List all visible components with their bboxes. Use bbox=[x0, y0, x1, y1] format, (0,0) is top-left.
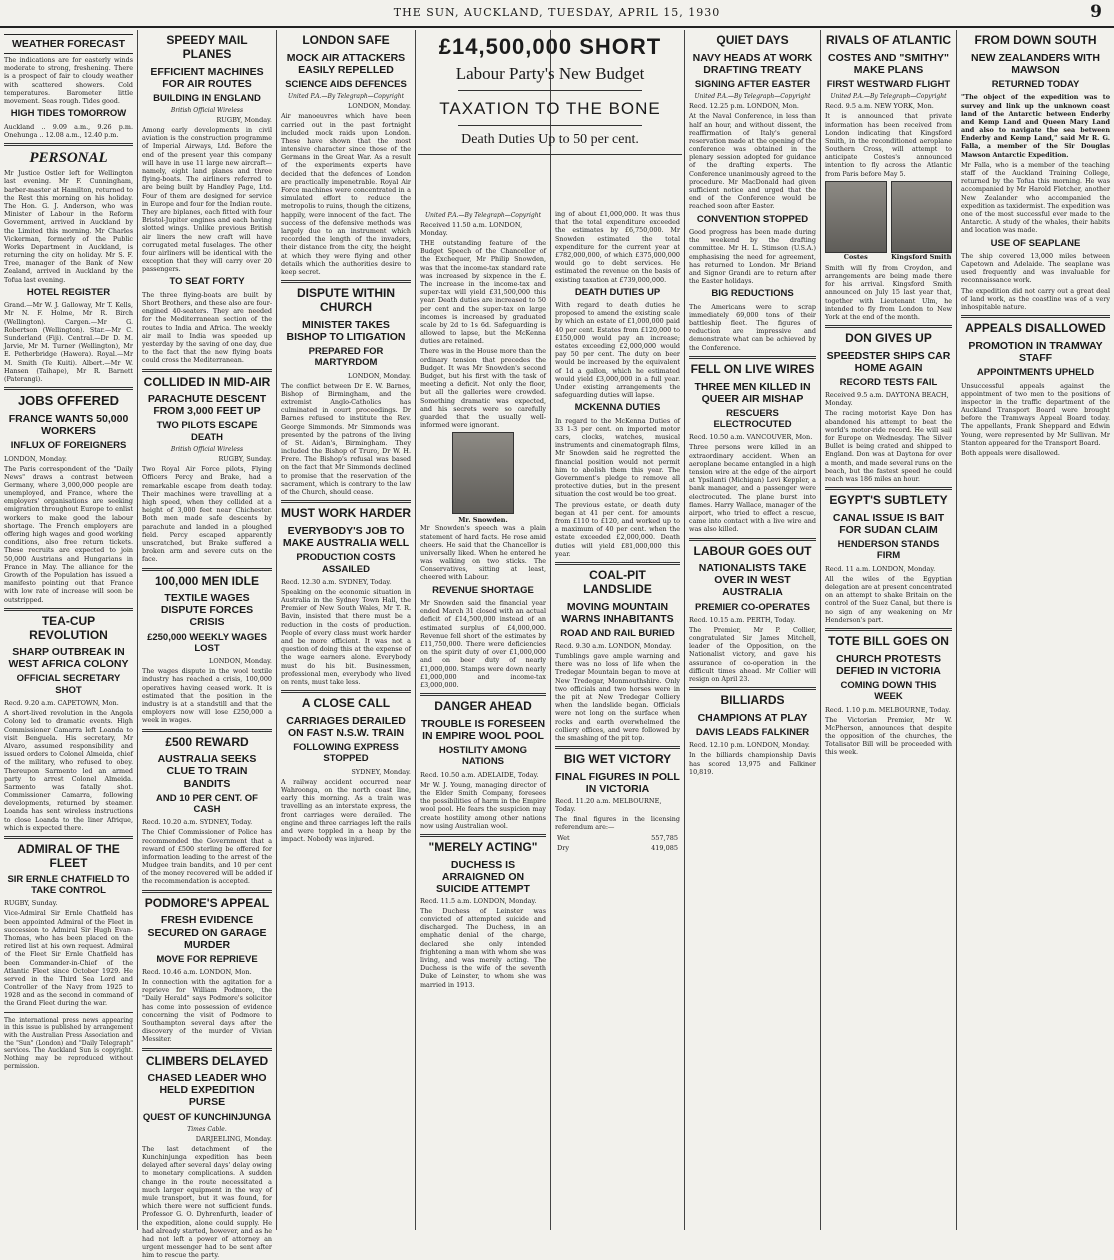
egypt-dateline: Recd. 11 a.m. LONDON, Monday. bbox=[825, 564, 936, 573]
labour-subheading-2: PREMIER CO-OPERATES bbox=[695, 601, 810, 613]
speedy-subheading: EFFICIENT MACHINES FOR AIR ROUTES bbox=[150, 65, 264, 90]
church-text: The conflict between Dr E. W. Barnes, Bishop of Birmingham, and the extremist Anglo-Catholics has culminated in court proceedings. Dr Barnes refused to institute the Rev. George Simmonds. Mr Simmonds was presented by the patrons of the living of St. Aidan's, Birmingham. They included the Bishop of Truro, Dr W. H. Frere. The Bishop's refusal was based on the fact that Mr Simmonds declined to promise that the reservation of the sacrament, which is contrary to the law of the Church, should cease. bbox=[281, 381, 411, 496]
tote-dateline: Recd. 1.10 p.m. MELBOURNE, Today. bbox=[825, 705, 951, 714]
south-heading: FROM DOWN SOUTH bbox=[974, 33, 1097, 47]
weather-text: The indications are for easterly winds moderate to strong, freshening. There is a prospect of fair to cloudy weather with scattered showers. Cold temperatures. Barometer little movement. Seas rough. Tides good. bbox=[4, 56, 133, 105]
snowden-caption: Mr. Snowden. bbox=[458, 516, 508, 525]
admiral-heading: ADMIRAL OF THE FLEET bbox=[17, 842, 120, 870]
table-row bbox=[555, 843, 680, 853]
billiards-subheading-2: DAVIS LEADS FALKINER bbox=[695, 727, 810, 739]
merely-text: The Duchess of Leinster was convicted of attempted suicide and discharged. The Duchess, in an emphatic denial of the charge, declared she only intended frightening a man with whom she was living, and was merely acting. The Duchess is the wife of the seventh Duke of Leinster, to whom she was married in 1913. bbox=[420, 906, 546, 989]
revenue-subheading: REVENUE SHORTAGE bbox=[432, 584, 534, 596]
quiet-dateline: Recd. 12.25 p.m. LONDON, Mon. bbox=[689, 102, 799, 111]
climbers-subheading: CHASED LEADER WHO HELD EXPEDITION PURSE bbox=[147, 1072, 267, 1109]
quiet-subheading: NAVY HEADS AT WORK DRAFTING TREATY bbox=[692, 51, 813, 76]
labour-text: The Premier, Mr P. Collier, congratulated Sir James Mitchell, leader of the Opposition, on the Nationalist victory, and gave his assurance of co-operation in the difficult times ahead. Mr Collier will resign on April 23. bbox=[689, 625, 816, 684]
lead-deck-2: Death Duties Up to 50 per cent. bbox=[461, 132, 639, 147]
quiet-credit: United P.A.—By Telegraph—Copyright bbox=[694, 93, 811, 101]
coal-heading: COAL-PIT LANDSLIDE bbox=[583, 567, 652, 596]
reductions-subheading: BIG REDUCTIONS bbox=[711, 288, 794, 300]
lead-subheadline: Labour Party's New Budget bbox=[455, 64, 645, 83]
collided-dateline: RUGBY, Sunday. bbox=[218, 455, 272, 464]
costes-photo bbox=[825, 181, 887, 253]
convention-subheading: CONVENTION STOPPED bbox=[696, 213, 809, 225]
rivals-text-2: Smith will fly from Croydon, and arrangements are being made there for his arrival. Kingsford Smith announced on July 15 last year that, together with Lieutenant Ulm, he intended to fly from London to New York at the end of the month. bbox=[825, 263, 952, 321]
mckenna-text: In regard to the McKenna Duties of 33 1-3 per cent. on imported motor cars, clocks, watches, musical instruments and cinematograph films, Mr Snowden said he regretted the financial position would not permit him to abolish them this year. The Government's pledge to remove all protective duties, but in the present situation the cost would be too great. bbox=[555, 416, 680, 499]
close-call-dateline: SYDNEY, Monday. bbox=[351, 767, 411, 776]
appeals-text-2: Both appeals were disallowed. bbox=[961, 449, 1060, 458]
poll-value: 419,085 bbox=[651, 844, 678, 853]
tea-dateline: Recd. 9.20 a.m. CAPETOWN, Mon. bbox=[4, 699, 119, 708]
masthead bbox=[0, 0, 1114, 28]
london-subheading-2: SCIENCE AIDS DEFENCES bbox=[285, 78, 407, 90]
coal-text: Tumblings gave ample warning and there was no loss of life when the Tredegar Mountain began to move at New Tredegar, Monmouthshire. Only two officials and two horses were in the pit at New Tredegar Colliery when the landslide began. Officials were not long on the surface when rocks and earth overwhelmed the colliery offices, and were followed by the smashing of the pit top. bbox=[555, 652, 680, 742]
live-wires-text: Three persons were killed in an extraordinary accident. When an aeroplane became entangled in a high tension wire at the edge of the airport at Ypsilanti (Michigan) Levi Keppler, a bank manager, and a passenger were electrocuted. The plane burst into flames. Harry Wallace, manager of the airport, who tried to effect a rescue, came into contact with a live wire and was also killed. bbox=[689, 443, 816, 534]
don-dateline: Received 9.5 a.m. DAYTONA BEACH, Monday. bbox=[825, 391, 949, 408]
london-subheading: MOCK AIR ATTACKERS EASILY REPELLED bbox=[286, 51, 406, 76]
climbers-credit: Times Cable. bbox=[187, 1125, 227, 1133]
egypt-subheading: CANAL ISSUE IS BAIT FOR SUDAN CLAIM bbox=[832, 511, 945, 536]
poll-label: Wet bbox=[557, 834, 570, 843]
podmore-text: In connection with the agitation for a reprieve for William Podmore, the "Daily Herald" says Podmore's solicitor has come into possession of evidence concerning the visit of Podmore to Southampton several days after the discovery of the murder of Vivian Messiter. bbox=[142, 978, 272, 1044]
tides-text: Auckland .. 9.09 a.m., 9.26 p.m. Onehunga .. 12.08 a.m., 12.40 p.m. bbox=[4, 122, 133, 139]
tea-text: A short-lived revolution in the Angola Colony led to dramatic events. High Commissioner Camarra left Loanda to visit Benguela. His secretary, Mr Alvaro, assumed responsibility and issued orders to Colonel Almeida, chief of the military, who refused to obey. Thereupon Sarmento led an armed party to arrest Colonel Almeida. Sarmento was fatally shot. Commissioner Camarra, following developments, returned by steamer. Loanda has sent wireless instructions to close Loanda to the liner Afrique, which is expected there. bbox=[4, 709, 133, 832]
tea-subheading: SHARP OUTBREAK IN WEST AFRICA COLONY bbox=[8, 646, 129, 671]
speedy-text: Among early developments in civil aviation is the construction programme of Imperial Airways, Ltd. Before the end of the present year this company will have in use 11 large new aircraft—namely, eight land planes and three flying-boats. The airliners referred to are being built by Handley Page, Ltd. Four of them are designed for service in Europe and four for the Indian route. They are biplanes, each fitted with four Bristol-Jupiter engines and each having slotted wings. Unlike previous British air liners the new craft will have corrugated metal fuselages. The other four airliners will be identical with the exception that they will carry over 20 passengers. bbox=[142, 126, 272, 274]
column-5 bbox=[551, 210, 684, 1230]
idle-text: The wages dispute in the wool textile industry has reached a crisis, 100,000 operatives having ceased work. It is estimated that the position in the industry is at a standstill and that the employers now will lose £250,000 a week in wages. bbox=[142, 667, 272, 725]
column-7 bbox=[821, 30, 956, 1230]
reward-subheading: AUSTRALIA SEEKS CLUE TO TRAIN BANDITS bbox=[157, 753, 257, 790]
tote-subheading-2: COMING DOWN THIS WEEK bbox=[840, 679, 937, 703]
rivals-heading: RIVALS OF ATLANTIC bbox=[825, 33, 952, 47]
column-4 bbox=[416, 210, 550, 1230]
tea-heading: TEA-CUP REVOLUTION bbox=[29, 613, 108, 642]
poll-label: Dry bbox=[557, 844, 569, 853]
lead-headline: £14,500,000 SHORT bbox=[438, 34, 662, 59]
billiards-heading: BILLIARDS bbox=[720, 693, 785, 708]
convention-text: Good progress has been made during the weekend by the drafting committee. Mr H. L. Stimson (U.S.A.) emphasising the need for agreement, has returned to London. Mr Briand and Signor Grandi are to return after the Easter holidays. bbox=[689, 227, 816, 286]
hotel-text: Grand.—Mr W. J. Galloway, Mr T. Kells, Mr N. F. Holme, Mr R. Birch (Wellington). Cargen.—Mr G. Robertson (Wellington). Star.—Mr C. Sunderland (Fiji). Central.—Dr D. M. Jarvie, Mr M. Turner (Wellington), Mr E. Petherbridge (Hawera). Royal.—Mr M. Smith (Te Kuiti). Albert.—Mr W. Hansen (Taihape), Mr R. Barnett (Paterangi). bbox=[4, 301, 133, 383]
reward-subheading-2: AND 10 PER CENT. OF CASH bbox=[156, 792, 258, 815]
lead-text-2: There was in the House more than the ordinary tension that precedes the Budget. It was Mr Snowden's second Budget, but his first with the task of meeting a deficit. Not only the floor, but all the galleries were crowded. Something dramatic was expected, and his secrets were so carefully guarded that the usually well-informed were ignorant. bbox=[420, 347, 546, 430]
victory-subheading: FINAL FIGURES IN POLL IN VICTORIA bbox=[555, 770, 680, 795]
lead-dateline: Received 11.50 a.m. LONDON, Monday. bbox=[420, 221, 523, 237]
idle-subheading: TEXTILE WAGES DISPUTE FORCES CRISIS bbox=[160, 592, 254, 629]
poll-table bbox=[555, 833, 680, 853]
merely-dateline: Recd. 11.5 a.m. LONDON, Monday. bbox=[420, 896, 537, 905]
appeals-subheading-2: APPOINTMENTS UPHELD bbox=[976, 367, 1095, 379]
column-6 bbox=[685, 30, 820, 1230]
reward-text: The Chief Commissioner of Police has recommended the Government that a reward of £500 sterling be offered for information leading to the arrest of the Mudgee train bandits, and 10 per cent of the money recovered will be added if the recommendation is accepted. bbox=[142, 828, 272, 886]
admiral-dateline: RUGBY, Sunday. bbox=[4, 899, 58, 908]
coal-subheading-2: ROAD AND RAIL BURIED bbox=[560, 627, 675, 639]
coal-subheading: MOVING MOUNTAIN WARNS INHABITANTS bbox=[561, 600, 674, 625]
coal-dateline: Recd. 9.30 a.m. LONDON, Monday. bbox=[555, 642, 672, 651]
harder-text: Speaking on the economic situation in Australia in the Sydney Town Hall, the Premier of New South Wales, Mr T. R. Bavin, insisted that there must be a reduction in the costs of production. People of every class must work harder and be more efficient. It was not a question of doing this at the expense of the wage earners alone. Everybody must do his bit. Businessmen, professional men, everybody who lived on rents, must take less. bbox=[281, 587, 411, 686]
seaplane-text: The ship covered 13,000 miles between Capetown and Adelaide. The seaplane was used frequently and was invaluable for reconnaissance work. bbox=[961, 251, 1110, 285]
london-heading: LONDON SAFE bbox=[302, 33, 390, 47]
speedy-dateline: RUGBY, Monday. bbox=[216, 116, 272, 125]
masthead-title: THE SUN, AUCKLAND, TUESDAY, APRIL 15, 1930 bbox=[393, 6, 721, 19]
rivals-text: It is announced that private information has been received from London indicating that Kingsford Smith, in the reconditioned aeroplane Southern Cross, will attempt to anticipate Costes's announced intention to fly across the Atlantic from Paris before May 5. bbox=[825, 112, 952, 178]
egypt-text: All the wiles of the Egyptian delegation are at present concentrated on an attempt to shake Britain on the control of the Suez Canal, but there is no sign of any weakening on Mr Henderson's part. bbox=[825, 574, 952, 624]
live-wires-subheading-2: RESCUERS ELECTROCUTED bbox=[713, 407, 792, 431]
harder-subheading-2: PRODUCTION COSTS ASSAILED bbox=[296, 552, 396, 575]
church-subheading: MINISTER TAKES BISHOP TO LITIGATION bbox=[286, 318, 406, 343]
church-subheading-2: PREPARED FOR MARTYRDOM bbox=[308, 345, 384, 369]
labour-subheading: NATIONALISTS TAKE OVER IN WEST AUSTRALIA bbox=[698, 562, 807, 599]
london-dateline: LONDON, Monday. bbox=[348, 102, 411, 111]
table-row bbox=[555, 833, 680, 843]
labour-heading: LABOUR GOES OUT bbox=[693, 543, 812, 558]
idle-heading: 100,000 MEN IDLE bbox=[154, 573, 260, 588]
danger-text: Mr W. J. Young, managing director of the Elder Smith Company, foresees the possibilities of harm in the Empire wool pool. He fears the suspicion may create hostility among other nations now using Australian wool. bbox=[420, 780, 546, 830]
don-subheading: SPEEDSTER SHIPS CAR HOME AGAIN bbox=[826, 349, 951, 374]
jobs-heading: JOBS OFFERED bbox=[17, 393, 120, 409]
jobs-subheading-2: INFLUX OF FOREIGNERS bbox=[10, 440, 127, 452]
lead-text-3: Mr Snowden's speech was a plain statement of hard facts. He rose amid cheers. He said that the Chancellor is universally liked. When he entered he was walking on two sticks. The Conservatives, sitting at least, cheered with Labour. bbox=[420, 524, 546, 582]
aviators-photos bbox=[825, 181, 952, 261]
costes-caption: Costes bbox=[843, 252, 868, 261]
rivals-subheading: COSTES AND "SMITHY" MAKE PLANS bbox=[828, 51, 949, 76]
seaplane-subheading: USE OF SEAPLANE bbox=[990, 237, 1081, 249]
billiards-text: In the billiards championship Davis has scored 13,975 and Falkiner 10,819. bbox=[689, 751, 816, 776]
jobs-dateline: LONDON, Monday. bbox=[4, 454, 67, 463]
speedy-heading: SPEEDY MAIL PLANES bbox=[166, 33, 248, 61]
column-1 bbox=[0, 30, 137, 1230]
smith-photo bbox=[891, 181, 953, 253]
duties-subheading: DEATH DUTIES UP bbox=[574, 286, 661, 298]
tea-subheading-2: OFFICIAL SECRETARY SHOT bbox=[16, 673, 121, 696]
rivals-subheading-2: FIRST WESTWARD FLIGHT bbox=[826, 78, 951, 90]
lead-credit: United P.A.—By Telegraph—Copyright bbox=[424, 212, 542, 219]
appeals-subheading: PROMOTION IN TRAMWAY STAFF bbox=[968, 340, 1103, 365]
jobs-subheading: FRANCE WANTS 50,000 WORKERS bbox=[8, 413, 129, 438]
climbers-heading: CLIMBERS DELAYED bbox=[145, 1053, 269, 1068]
admiral-text: Vice-Admiral Sir Ernle Chatfield has been appointed Admiral of the Fleet in succession to Admiral Sir Hugh Evan-Thomas, who has been placed on the retired list at his own request. Admiral of the Fleet Sir Ernle Chatfield has been Commander-in-Chief of the Atlantic Fleet since October 1929. He served in the Third Sea Lord and Controller of the Navy from 1925 to 1928 and as the second in command of the Grand Fleet during the war. bbox=[4, 909, 133, 1008]
jobs-text: The Paris correspondent of the "Daily News" draws a contrast between Germany, where 3,000,000 people are unemployed, and France, where the employers' organisations are seeking emigration throughout Europe to enlist workers to make good the labour shortage. The French employers are offering high wages and good working conditions, also free return tickets. These recruits are expected to join 50,000 Austrians and Hungarians in France in May. The alliance for the Growth of the Population has issued a manifesto pointing out that France with low rate of increase will soon be outstripped. bbox=[4, 464, 133, 604]
church-heading: DISPUTE WITHIN CHURCH bbox=[297, 286, 395, 314]
danger-subheading: TROUBLE IS FORESEEN IN EMPIRE WOOL POOL bbox=[420, 717, 546, 742]
costes-figure bbox=[825, 181, 887, 261]
reductions-text: The Americans were to scrap immediately 69,000 tons of their battleship fleet. The figures of reduction are impressive and demonstrate what can be achieved by the Conference. bbox=[689, 302, 816, 352]
climbers-dateline: DARJEELING, Monday. bbox=[195, 1134, 272, 1143]
tote-subheading: CHURCH PROTESTS DEFIED IN VICTORIA bbox=[835, 652, 941, 677]
harder-subheading: EVERYBODY'S JOB TO MAKE AUSTRALIA WELL bbox=[282, 524, 410, 550]
column-8 bbox=[957, 30, 1114, 1230]
merely-subheading: DUCHESS IS ARRAIGNED ON SUICIDE ATTEMPT bbox=[436, 858, 530, 895]
south-text: "The object of the expedition was to survey and link up the unknown coast land of the Antarctic between Enderby and Kemp Land and Queen Mary Land and also to navigate the sea between Enderby and Kemp Land," said Mr R. G. Falla, a member of the Sir Douglas Mawson Antarctic Expedition. bbox=[961, 93, 1110, 159]
page-number: 9 bbox=[1090, 2, 1102, 22]
south-subheading-2: RETURNED TODAY bbox=[991, 78, 1080, 90]
close-call-text: A railway accident occurred near Wahroonga, on the north coast line, early this morning. As a train was travelling as an interstate express, the front carriages were derailed. The engine and three carriages left the rails and were toppled in a heap by the impact. Nobody was injured. bbox=[281, 777, 411, 844]
harder-heading: MUST WORK HARDER bbox=[281, 506, 411, 521]
duties-text: With regard to death duties he proposed to amend the existing scale by which an estate of £1,000,000 paid 40 per cent. Estates from £120,000 to £150,000 would pay an increase; estates exceeding £2,000,000 would pay 50 per cent. The duty on beer would be increased by the equivalent of 1d a gallon, which he estimated would yield £3,000,000 in a full year. Under existing arrangements the safeguarding duties will lapse. bbox=[555, 301, 680, 400]
merely-heading: "MERELY ACTING" bbox=[428, 839, 538, 854]
climbers-text: The last detachment of the Kunchinjunga expedition has been delayed after several days' delay owing to monetary complications. A sudden change in the route necessitated a much larger equipment in the way of mule transport, but it was found, for which there were not sufficient funds. Professor G. O. Dyhrenfurth, leader of the expedition, alone could supply. He had already started, however, and as he had not left a power of attorney an urgent messenger had to be sent after him to rescue the party. bbox=[142, 1144, 272, 1260]
personal-heading: PERSONAL bbox=[29, 149, 108, 166]
danger-heading: DANGER AHEAD bbox=[434, 699, 532, 714]
estate-text: The previous estate, or death duty began at 41 per cent. for amounts from £110 to £120, and worked up to a maximum of 40 per cent. when the estate exceeded £2,000,000. Death duties will yield £81,000,000 this year. bbox=[555, 500, 680, 558]
lead-text: THE outstanding feature of the Budget Speech of the Chancellor of the Exchequer, Mr Philip Snowden, was that the income-tax standard rate was increased by sixpence in the £. The increase in the income-tax and super-tax will yield £31,500,000 this year. Death duties are increased to 50 per cent and the super-tax on large incomes is increased by graduated scale by 2d to 1s 6d. Safeguarding is allowed to lapse, but the McKenna duties are retained. bbox=[420, 239, 546, 346]
victory-dateline: Recd. 11.20 a.m. MELBOURNE, Today. bbox=[555, 797, 662, 813]
hotel-heading: HOTEL REGISTER bbox=[26, 286, 111, 298]
tides-heading: HIGH TIDES TOMORROW bbox=[10, 108, 127, 120]
london-credit: United P.A.—By Telegraph—Copyright bbox=[287, 93, 405, 101]
idle-subheading-2: £250,000 WEEKLY WAGES LOST bbox=[147, 631, 267, 654]
speedy-credit: British Official Wireless bbox=[170, 107, 244, 115]
smith-caption: Kingsford Smith bbox=[891, 252, 952, 261]
don-subheading-2: RECORD TESTS FAIL bbox=[839, 377, 938, 389]
labour-dateline: Recd. 10.15 a.m. PERTH, Today. bbox=[689, 615, 796, 624]
billiards-subheading: CHAMPIONS AT PLAY bbox=[697, 712, 808, 725]
budget-continued-text: ing of about £1,000,000. It was thus that the total expenditure exceeded the estimates by £6,750,000. Mr Snowden estimated the total expenditure for the current year at £782,000,000, of which £375,000,000 would go to debt services. He estimated the revenue on the basis of existing taxation at £739,000,000. bbox=[555, 210, 680, 284]
mckenna-subheading: MCKENNA DUTIES bbox=[574, 402, 661, 414]
close-call-subheading: CARRIAGES DERAILED ON FAST N.S.W. TRAIN bbox=[286, 714, 406, 739]
podmore-dateline: Recd. 10.46 a.m. LONDON, Mon. bbox=[142, 968, 252, 977]
egypt-subheading-2: HENDERSON STANDS FIRM bbox=[837, 539, 940, 562]
poll-value: 557,785 bbox=[651, 834, 678, 843]
appeals-heading: APPEALS DISALLOWED bbox=[965, 321, 1106, 336]
collided-subheading: PARACHUTE DESCENT FROM 3,000 FEET UP bbox=[147, 393, 267, 418]
tote-text: The Victorian Premier, Mr W. McPherson, announces that despite the opposition of the churches, the Totalisator Bill will be proceeded with this week. bbox=[825, 715, 952, 757]
column-2 bbox=[138, 30, 276, 1260]
live-wires-heading: FELL ON LIVE WIRES bbox=[690, 361, 815, 376]
quiet-subheading-2: SIGNING AFTER EASTER bbox=[694, 78, 811, 90]
rivals-dateline: Recd. 9.5 a.m. NEW YORK, Mon. bbox=[825, 102, 934, 111]
collided-subheading-2: TWO PILOTS ESCAPE DEATH bbox=[156, 420, 258, 443]
tote-heading: TOTE BILL GOES ON bbox=[828, 633, 949, 648]
close-call-subheading-2: FOLLOWING EXPRESS STOPPED bbox=[293, 742, 399, 765]
copyright-note: The international press news appearing in this issue is published by arrangement with the Australian Press Association and the "Sun" (London) and "Daily Telegraph" services. The Auckland Sun is copyright. Nothing may be reproduced without permission. bbox=[4, 1016, 133, 1070]
seaplane-text-2: The expedition did not carry out a great deal of land work, as the coastline was of a very inhospitable nature. bbox=[961, 286, 1110, 312]
collided-text: Two Royal Air Force pilots, Flying Officers Percy and Brake, had a remarkable escape from death today. Their machines were travelling at a high speed, when they collided at a height of 3,000 feet near Chichester. Both men made safe descents by parachute and landed in a ploughed field. Percy escaped apparently unscratched, but Brake suffered a broken arm and severe cuts on the face. bbox=[142, 465, 272, 564]
don-text: The racing motorist Kaye Don has abandoned his attempt to beat the world's motor-ride record. He will sail for Europe on Wednesday. The Silver Bullet is being crated and shipped to England. Don was at Daytona for over a month, and made several runs on the beach, but the fastest speed he could reach was 186 miles an hour. bbox=[825, 409, 952, 483]
reward-dateline: Recd. 10.20 a.m. SYDNEY, Today. bbox=[142, 818, 253, 827]
harder-dateline: Recd. 12.30 a.m. SYDNEY, Today. bbox=[281, 577, 392, 586]
appeals-text: Unsuccessful appeals against the appointment of two men to the positions of inspector in the traffic department of the Auckland Transport Board were brought before the Tramways Appeal Board today. The appellants, Frank Sheppard and Edwin Young, were represented by Mr Sullivan. Mr Stanton appeared for the Transport Board. bbox=[961, 381, 1110, 447]
danger-subheading-2: HOSTILITY AMONG NATIONS bbox=[438, 745, 528, 768]
south-subheading: NEW ZEALANDERS WITH MAWSON bbox=[971, 51, 1100, 76]
victory-text: The final figures in the licensing referendum are:— bbox=[555, 815, 680, 832]
smith-figure bbox=[891, 181, 953, 261]
church-dateline: LONDON, Monday. bbox=[348, 371, 411, 380]
danger-dateline: Recd. 10.50 a.m. ADELAIDE, Today. bbox=[420, 770, 539, 779]
weather-heading: WEATHER FORECAST bbox=[4, 34, 133, 54]
south-text-2: Mr Falla, who is a member of the teaching staff of the Auckland Training College, returned by the Tofua this morning. He was accompanied by Mr Harold Fletcher, another New Zealander who accompanied the expedition as taxidermist. The expedition was one of the most successful ever made to the Antarctic. A study of the whales, their habits and location was made. bbox=[961, 160, 1110, 235]
podmore-subheading: FRESH EVIDENCE SECURED ON GARAGE MURDER bbox=[147, 914, 267, 951]
quiet-heading: QUIET DAYS bbox=[716, 33, 789, 47]
don-heading: DON GIVES UP bbox=[845, 331, 932, 346]
reward-heading: £500 REWARD bbox=[165, 734, 249, 749]
collided-credit: British Official Wireless bbox=[170, 446, 244, 454]
snowden-photo bbox=[452, 432, 514, 514]
london-text: Air manoeuvres which have been carried out in the past fortnight included mock raids upon London. These have shown that the most intensive character since those of the Germans in the Great War. As a result of the experiments experts have decided that the defences of London are practically impenetrable. Royal Air Force machines were concentrated in a simulated effort to reduce the metropolis to ruins, though the citizens, happily, were innocent of the fact. The success of the defensive methods was largely due to an instrument which recorded the length of the invaders, their distance from the city, the height at which they were flying and other details which the authorities desire to keep secret. bbox=[281, 112, 411, 276]
victory-heading: BIG WET VICTORY bbox=[563, 752, 672, 767]
speedy-subheading-3: TO SEAT FORTY bbox=[169, 276, 245, 288]
lead-deck: TAXATION TO THE BONE bbox=[439, 99, 661, 118]
lead-banner bbox=[418, 34, 682, 161]
rivals-credit: United P.A.—By Telegraph—Copyright bbox=[830, 93, 947, 101]
column-3 bbox=[277, 30, 415, 1230]
close-call-heading: A CLOSE CALL bbox=[301, 696, 391, 711]
podmore-heading: PODMORE'S APPEAL bbox=[144, 895, 270, 910]
revenue-text: Mr Snowden said the financial year ended March 31 closed with an actual deficit of £14,500,000 instead of an estimated surplus of £4,000,000. Revenue fell short of the estimates by £11,750,000. There were deficiencies on the spirit duty of over £1,000,000 and on beer duty of nearly £1,000,000. Stamps were down nearly £1,000,000 and income-tax £3,000,000. bbox=[420, 599, 546, 689]
podmore-subheading-2: MOVE FOR REPRIEVE bbox=[156, 953, 258, 965]
admiral-subheading: SIR ERNLE CHATFIELD TO TAKE CONTROL bbox=[7, 873, 130, 897]
personal-text: Mr Justice Ostler left for Wellington last evening. Mr F. Cunningham, barber-master at Hamilton, returned to the Rest this morning on his holiday. The Hon. G. J. Anderson, who was Minister of Labour in the Reform Government, arrived in Auckland by the Limited this morning. Mr Charles Vickerman, formerly of the Public Works Department in Auckland, is returning the city on holiday. Mr S. F. Tree, manager of the Bank of New Zealand, arrived in Auckland by the Tofua last evening. bbox=[4, 169, 133, 284]
climbers-subheading-2: QUEST OF KUNCHINJUNGA bbox=[142, 1111, 272, 1123]
quiet-text: At the Naval Conference, in less than half an hour, and without dissent, the reaffirmation of Italy's general reservation made at the opening of the conference was obtained in the plenary session adopted for guidance of the drafting experts. The Conference unanimously agreed to the procedure. Mr MacDonald had given sufficient notice and urged that the end of the Conference would be reached soon after Easter. bbox=[689, 112, 816, 211]
billiards-dateline: Recd. 12.10 p.m. LONDON, Monday. bbox=[689, 741, 810, 750]
speedy-text-2: The three flying-boats are built by Short Brothers, and these also are four-engined 40-seaters. They are needed for the Mediterranean section of the routes to India and Africa. The weekly air mail to India was speeded up yesterday by the saving of one day, due to the fact that the new flying boats could cross the Mediterranean. bbox=[142, 290, 272, 365]
live-wires-dateline: Recd. 10.50 a.m. VANCOUVER, Mon. bbox=[689, 433, 813, 442]
idle-dateline: LONDON, Monday. bbox=[209, 657, 272, 666]
speedy-subheading-2: BUILDING IN ENGLAND bbox=[153, 92, 261, 104]
live-wires-subheading: THREE MEN KILLED IN QUEER AIR MISHAP bbox=[694, 380, 811, 405]
collided-heading: COLLIDED IN MID-AIR bbox=[143, 374, 271, 389]
egypt-heading: EGYPT'S SUBTLETY bbox=[829, 493, 948, 508]
